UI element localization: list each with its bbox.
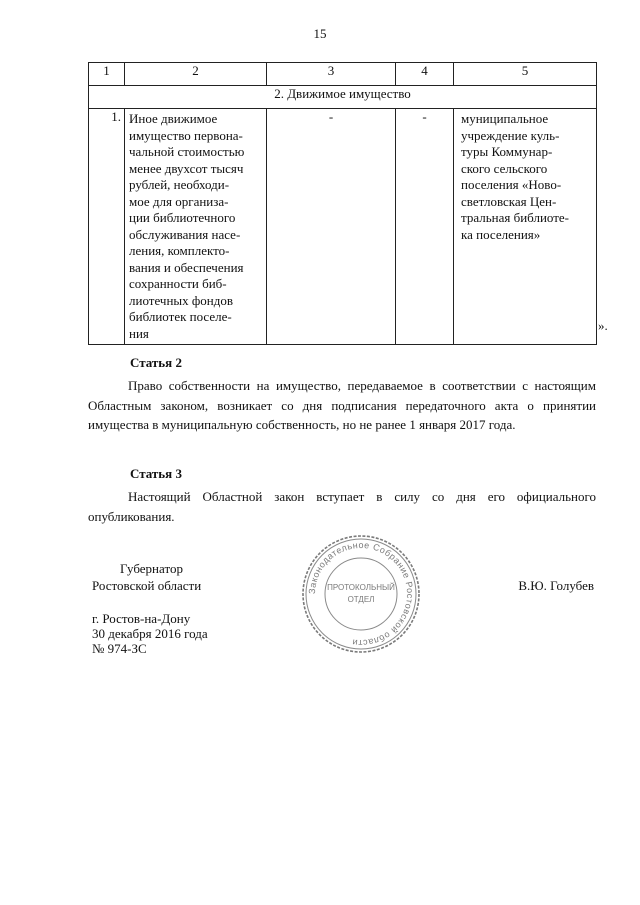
table-header-row <box>89 63 597 86</box>
closing-quote: ». <box>598 318 608 333</box>
property-description-line: ния <box>129 325 149 341</box>
property-description-line: имущество первона- <box>129 127 243 143</box>
property-description-line: вания и обеспечения <box>129 259 244 275</box>
property-description-line: Иное движимое <box>129 111 218 126</box>
property-description-line: ления, комплекто- <box>129 243 230 258</box>
signatory-position-line2: Ростовской области <box>92 578 202 593</box>
recipient-organization-line: поселения «Ново- <box>461 177 562 192</box>
article-3-text: Настоящий Областной закон вступает в силу со дня его официального опубликования. <box>88 489 596 524</box>
page-number: 15 <box>313 26 327 41</box>
property-description-line: библиотек поселе- <box>129 309 232 324</box>
recipient-organization-line: светловская Цен- <box>461 193 557 209</box>
column-header-1: 1 <box>89 63 125 86</box>
property-description-line: менее двухсот тысяч <box>129 160 244 176</box>
property-description-line: сохранности биб- <box>129 276 227 291</box>
column-3-value: - <box>267 109 396 345</box>
article-3-title: Статья 3 <box>130 466 182 481</box>
property-table <box>88 62 597 345</box>
stamp-center-line1: ПРОТОКОЛЬНЫЙ <box>327 583 395 592</box>
issue-city: г. Ростов-на-Дону <box>92 611 191 626</box>
article-2-title: Статья 2 <box>130 355 182 370</box>
official-stamp <box>300 533 422 655</box>
article-2-text: Право собственности на имущество, передаваемое в соответствии с настоящим Областным законом, возникает со дня подписания передаточного акта о принятии имущества в муниципальную собственность, но не ранее 1 января 2017 года. <box>88 378 596 432</box>
issue-date: 30 декабря 2016 года <box>92 626 208 641</box>
stamp-seal-icon <box>300 533 422 655</box>
property-description-line: чальной стоимостью <box>129 144 245 159</box>
section-title: 2. Движимое имущество <box>89 86 597 109</box>
law-number: № 974-ЗС <box>92 641 147 656</box>
recipient-organization-line: ского сельского <box>461 160 548 176</box>
table-row <box>89 109 597 345</box>
property-description-line: мое для организа- <box>129 193 229 209</box>
stamp-ring-text: Законодательное Собрание Ростовской области <box>306 539 416 649</box>
section-row <box>89 86 597 109</box>
property-description-line: ции библиотечного <box>129 210 236 225</box>
recipient-organization-line: ка поселения» <box>461 226 541 242</box>
signatory-position-line1: Губернатор <box>120 561 183 576</box>
property-description-line: обслуживания насе- <box>129 226 241 242</box>
row-number-text: 1. <box>111 109 121 124</box>
column-4-value: - <box>396 109 454 345</box>
column-header-5: 5 <box>454 63 597 86</box>
signatory-name: В.Ю. Голубев <box>518 578 594 593</box>
recipient-organization-line: тральная библиоте- <box>461 210 570 225</box>
column-header-3: 3 <box>267 63 396 86</box>
recipient-organization-line: муниципальное <box>461 111 549 126</box>
recipient-organization-line: учреждение куль- <box>461 127 560 143</box>
property-description <box>125 109 267 345</box>
property-description-line: лиотечных фондов <box>129 292 234 308</box>
stamp-center-line2: ОТДЕЛ <box>347 595 375 604</box>
recipient-organization <box>454 109 597 345</box>
property-description-line: рублей, необходи- <box>129 177 230 192</box>
row-number <box>89 109 125 345</box>
recipient-organization-line: туры Коммунар- <box>461 144 553 159</box>
svg-text:Законодательное Собрание Росто <box>307 540 415 648</box>
column-header-2: 2 <box>125 63 267 86</box>
column-header-4: 4 <box>396 63 454 86</box>
